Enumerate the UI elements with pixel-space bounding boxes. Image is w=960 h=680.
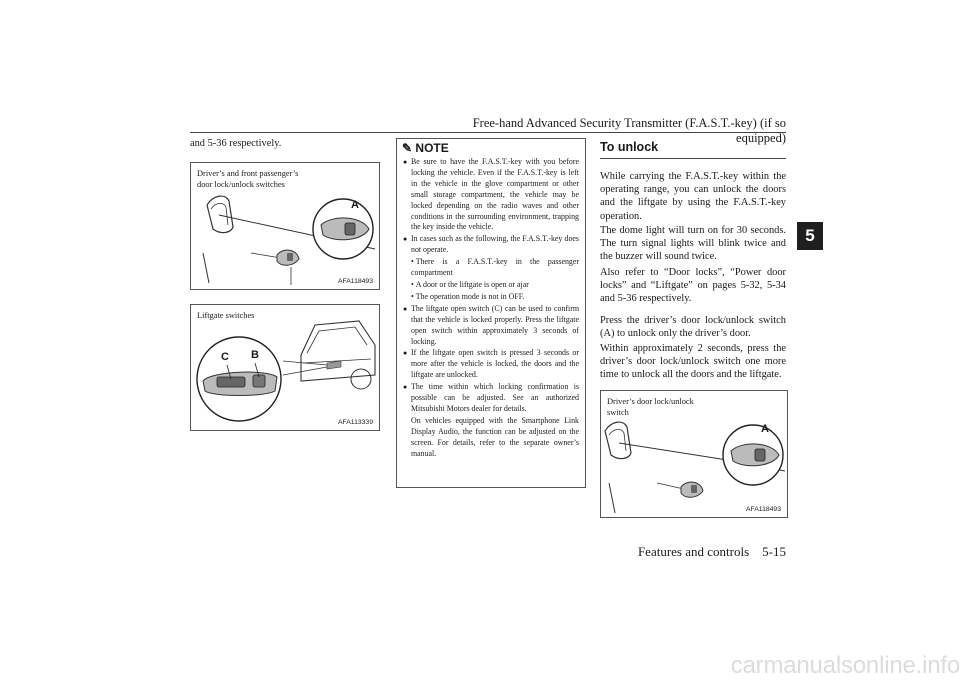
note-item-continuation: On vehicles equipped with the Smartphone Link Display Audio, the function can be adjusted on the screen. For details, refer to the separate owner’s manual.	[411, 415, 579, 458]
figure-caption: Liftgate switches	[197, 311, 255, 320]
header-rule	[190, 132, 786, 133]
paragraph: Also refer to “Door locks”, “Power door locks” and “Liftgate” on pages 5-32, 5-34 and 5-36 respectively.	[600, 267, 786, 305]
note-item: ● Be sure to have the F.A.S.T.-key with you before locking the vehicle. Even if the F.A.S.T.-key is left in the vehicle in the glove compartment or other small storage compartment, the vehicle may be locked depending on the radio waves and other conditions in the surrounding environment, trapping the key inside the vehicle.	[403, 157, 579, 232]
note-subitem: • The operation mode is not in OFF.	[411, 291, 525, 301]
figure-liftgate-switches	[190, 304, 380, 431]
page-footer	[560, 544, 786, 560]
section-rule	[600, 158, 786, 159]
figure-code: AFA113339	[337, 419, 373, 426]
note-subitem: • There is a F.A.S.T.-key in the passenger compartment	[411, 257, 579, 278]
figure-caption: Driver’s and front passenger’s door lock/unlock switches	[197, 169, 299, 189]
note-item: ● If the liftgate open switch is pressed 3 seconds or more after the vehicle is locked, the doors and the liftgate are unlocked.	[403, 348, 579, 380]
paragraph: The dome light will turn on for 30 seconds. The turn signal lights will blink twice and the buzzer will sound twice.	[600, 225, 786, 263]
note-subitem: • A door or the liftgate is open or ajar	[411, 279, 529, 289]
note-pencil-icon: ✎	[402, 141, 413, 155]
watermark: carmanualsonline.info	[730, 652, 960, 679]
callout-label-a: A	[351, 199, 359, 211]
note-item: ● The liftgate open switch (C) can be used to confirm that the vehicle is locked properly. Press the liftgate open switch within approximately 3 seconds of locking.	[403, 303, 579, 346]
lead-text: and 5-36 respectively.	[190, 138, 282, 149]
note-item: ● In cases such as the following, the F.A.S.T.-key does not operate.	[403, 234, 579, 255]
figure-code: AFA118493	[337, 278, 373, 285]
figure-door-switches	[190, 162, 380, 290]
liftgate-illustration	[191, 305, 379, 430]
page-header-title: Free-hand Advanced Security Transmitter (F.A.S.T.-key) (if so equipped)	[472, 116, 786, 145]
callout-label-c: C	[221, 351, 229, 363]
footer-section: Features and controls	[637, 544, 750, 559]
note-item: ● The time within which locking confirmation is possible can be adjusted. See an authorized Mitsubishi Motors dealer for details.	[403, 382, 579, 413]
paragraph: Press the driver’s door lock/unlock switch (A) to unlock only the driver’s door.	[600, 315, 786, 340]
callout-label-b: B	[251, 349, 259, 361]
figure-code: AFA118493	[745, 506, 781, 513]
paragraph: Within approximately 2 seconds, press the driver’s door lock/unlock switch one more time to unlock all the doors and the liftgate.	[600, 343, 786, 381]
section-title: To unlock	[600, 140, 659, 154]
paragraph: While carrying the F.A.S.T.-key within the operating range, you can unlock the doors and the liftgate by using the F.A.S.T.-key operation.	[600, 171, 786, 222]
footer-page-number: 5-15	[762, 544, 786, 559]
chapter-tab: 5	[797, 222, 823, 250]
callout-label-a: A	[761, 423, 769, 435]
figure-driver-door-switch	[600, 390, 788, 518]
note-list	[403, 157, 579, 460]
figure-caption: Driver’s door lock/unlock switch	[607, 397, 694, 417]
note-heading: ✎ NOTE	[402, 141, 449, 155]
note-box	[396, 138, 586, 488]
